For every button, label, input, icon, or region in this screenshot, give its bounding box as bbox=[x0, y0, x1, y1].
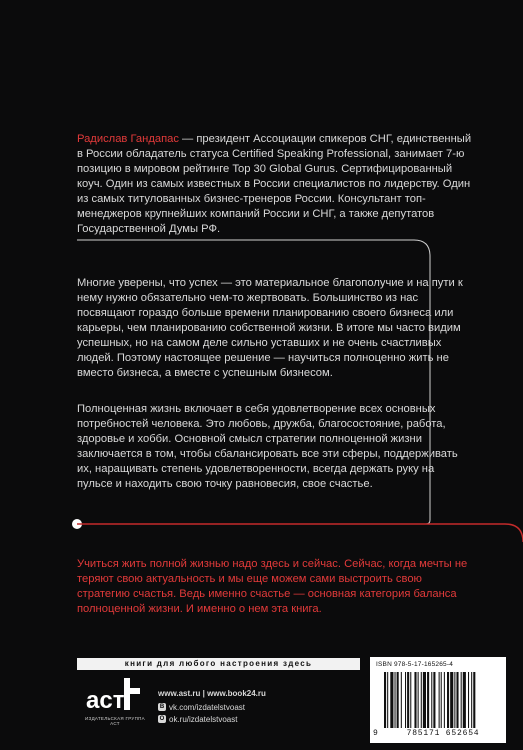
publisher-mark: аст bbox=[86, 687, 125, 714]
barcode-bar bbox=[410, 672, 411, 728]
barcode-bar bbox=[439, 672, 440, 728]
barcode-bar bbox=[471, 672, 472, 728]
author-bio bbox=[77, 132, 477, 237]
body-paragraph-1: Многие уверены, что успех — это материальное благополучие и на пути к нему нужно обязательно чем-то жертвовать. Большинство из нас посвящают гораздо больше времени планированию своего бизнеса или карьеры, чем планированию собственной жизни. В итоге мы часто видим успешных, но на самом деле сильно уставших и не очень счастливых людей. Поэтому настоящее решение — научиться полноценно жить не вместо бизнеса, а вместе с успешным бизнесом. bbox=[77, 277, 463, 379]
body-paragraph-2: Полноценная жизнь включает в себя удовлетворение всех основных потребностей человека. Это любовь, дружба, благосостояние, работа, здоровье и хобби. Основной смысл стратегии полноценной жизни заключается в том, чтобы сбалансировать все эти сферы, поддерживать их, наращивать степень удовлетворенности, всегда держать руку на пульсе и находить свою точку равновесия, свое счастье. bbox=[77, 403, 458, 490]
barcode-bar bbox=[427, 672, 429, 728]
barcode-bar bbox=[384, 672, 386, 728]
barcode-bar bbox=[454, 672, 455, 728]
ok-icon: О bbox=[159, 716, 165, 722]
publisher-caption: ИЗДАТЕЛЬСКАЯ ГРУППА АСТ bbox=[85, 716, 145, 726]
barcode-bar bbox=[444, 672, 445, 728]
barcode-bar bbox=[414, 672, 416, 728]
barcode-bar bbox=[447, 672, 449, 728]
series-strip: книги для любого настроения здесь bbox=[77, 658, 360, 670]
barcode-bar bbox=[468, 672, 469, 728]
barcode-bar bbox=[423, 672, 426, 728]
barcode-bar bbox=[450, 672, 453, 728]
barcode-bar bbox=[456, 672, 458, 728]
barcode-bar bbox=[387, 672, 388, 728]
barcode-box bbox=[370, 657, 506, 743]
barcode-bar bbox=[390, 672, 393, 728]
vk-link[interactable]: vk.com/izdatelstvoast bbox=[169, 702, 246, 712]
publisher-links bbox=[158, 688, 266, 724]
barcode-bar bbox=[431, 672, 432, 728]
barcode-bar bbox=[418, 672, 419, 728]
barcode-bar bbox=[405, 672, 406, 728]
white-dot bbox=[72, 519, 82, 529]
barcode-icon bbox=[384, 672, 502, 728]
barcode-bar bbox=[433, 672, 435, 728]
barcode-bar bbox=[397, 672, 399, 728]
barcode-first-digit: 9 bbox=[373, 729, 378, 738]
author-bio-text: — президент Ассоциации спикеров СНГ, единственный в России обладатель статуса Certified Speaking Professional, занимает 7-ю позицию в мировом рейтинге Top 30 Global Gurus. Сертифицированный коуч. Один из самых известных в России специалистов по лидерству. Один из самых титулованных бизнес-тренеров России. Консультант топ-менеджеров крупнейших компаний России и СНГ, а также депутатов Государственной Думы РФ. bbox=[77, 133, 472, 235]
barcode-bar bbox=[401, 672, 402, 728]
barcode-bar bbox=[421, 672, 422, 728]
barcode-bar bbox=[473, 672, 475, 728]
barcode-digits: 785171 652654 bbox=[406, 729, 480, 738]
barcode-bar bbox=[441, 672, 442, 728]
ok-link[interactable]: ok.ru/izdatelstvoast bbox=[169, 714, 238, 724]
barcode-bar bbox=[395, 672, 396, 728]
red-accent-line bbox=[77, 524, 523, 542]
publisher-logo bbox=[80, 676, 150, 726]
isbn-label: ISBN 978-5-17-165265-4 bbox=[376, 661, 454, 668]
author-name: Радислав Гандапас bbox=[77, 133, 179, 145]
website-links[interactable]: www.ast.ru | www.book24.ru bbox=[158, 688, 266, 698]
barcode-bar bbox=[461, 672, 462, 728]
ast-logo-icon bbox=[84, 676, 142, 716]
barcode-bar bbox=[407, 672, 409, 728]
highlight-paragraph: Учиться жить полной жизнью надо здесь и сейчас. Сейчас, когда мечты не теряют свою актуальность и мы еще можем сами выстроить свою стратегию счастья. Ведь именно счастье — основная категория баланса полноценной жизни. И именно о нем эта книга. bbox=[77, 558, 468, 615]
barcode-bar bbox=[463, 672, 466, 728]
vk-icon: В bbox=[159, 704, 165, 710]
